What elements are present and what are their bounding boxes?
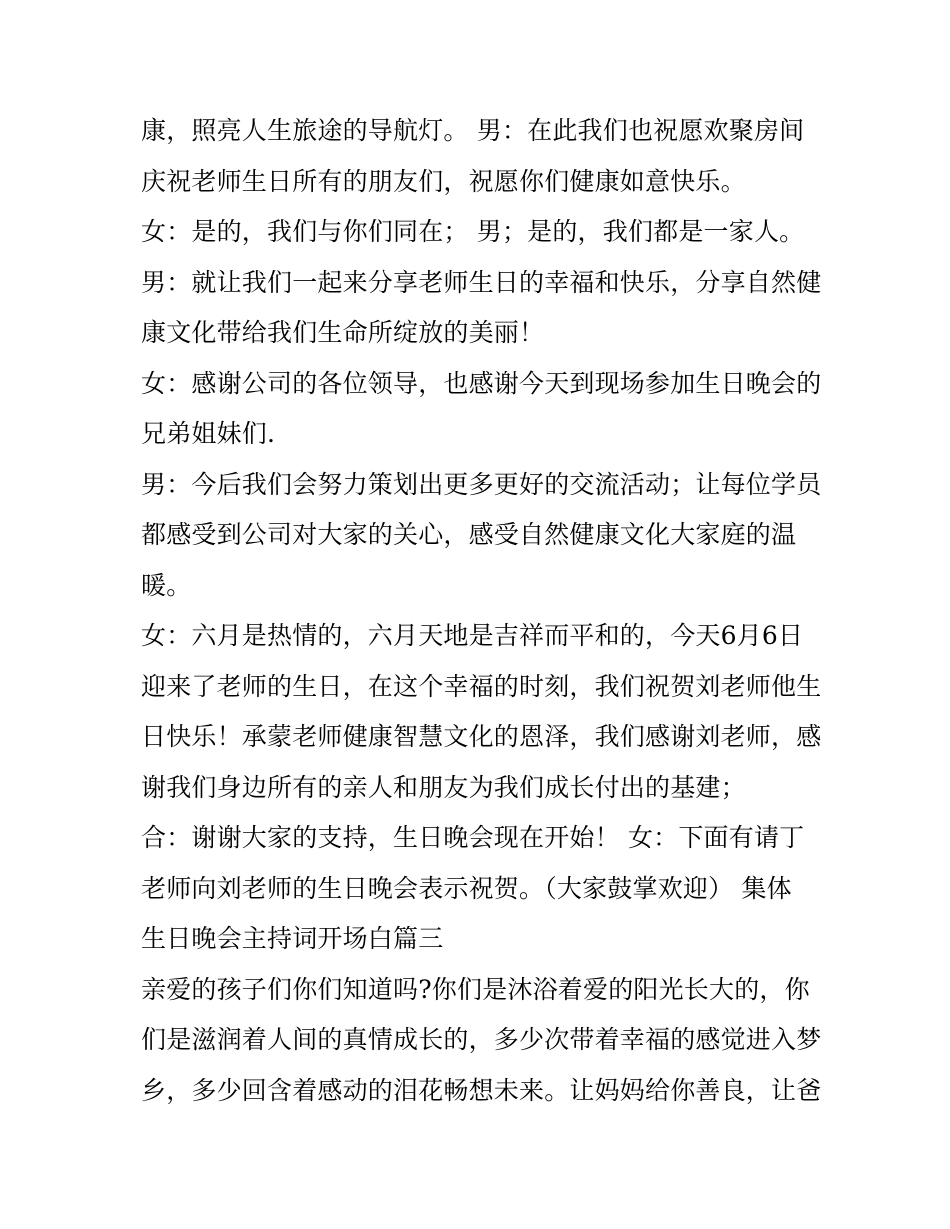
text-line: 都感受到公司对大家的关心，感受自然健康文化大家庭的温 <box>141 520 797 549</box>
text-line: 日快乐！承蒙老师健康智慧文化的恩泽，我们感谢刘老师，感 <box>141 722 822 751</box>
text-line: 暖。 <box>141 570 192 600</box>
text-line: 女：六月是热情的，六月天地是吉祥而平和的，今天6月6日 <box>141 621 804 650</box>
text-line: 兄弟姐妹们. <box>141 419 276 448</box>
text-line: 康文化带给我们生命所绽放的美丽！ <box>141 318 545 347</box>
text-line: 男：今后我们会努力策划出更多更好的交流活动；让每位学员 <box>141 469 822 499</box>
text-line: 康，照亮人生旅途的导航灯。 男：在此我们也祝愿欢聚房间 <box>141 116 805 145</box>
section-heading: 生日晚会主持词开场白篇三 <box>141 924 444 953</box>
text-line: 谢我们身边所有的亲人和朋友为我们成长付出的基建； <box>141 772 746 802</box>
text-line: 女：感谢公司的各位领导，也感谢今天到现场参加生日晚会的 <box>141 368 822 398</box>
text-line: 们是滋润着人间的真情成长的，多少次带着幸福的感觉进入梦 <box>141 1025 822 1054</box>
text-line: 庆祝老师生日所有的朋友们，祝愿你们健康如意快乐。 <box>141 166 746 196</box>
text-line: 亲爱的孩子们你们知道吗?你们是沐浴着爱的阳光长大的，你 <box>141 974 810 1004</box>
text-line: 乡，多少回含着感动的泪花畅想未来。让妈妈给你善良，让爸 <box>141 1075 822 1105</box>
text-line: 迎来了老师的生日，在这个幸福的时刻，我们祝贺刘老师他生 <box>141 671 822 701</box>
body-text <box>141 106 821 1116</box>
text-line: 女：是的，我们与你们同在； 男；是的，我们都是一家人。 <box>141 217 805 246</box>
text-line: 老师向刘老师的生日晚会表示祝贺。（大家鼓掌欢迎） 集体 <box>141 873 792 903</box>
text-line: 合：谢谢大家的支持，生日晚会现在开始！ 女：下面有请丁 <box>141 823 805 852</box>
text-line: 男：就让我们一起来分享老师生日的幸福和快乐，分享自然健 <box>141 267 822 297</box>
